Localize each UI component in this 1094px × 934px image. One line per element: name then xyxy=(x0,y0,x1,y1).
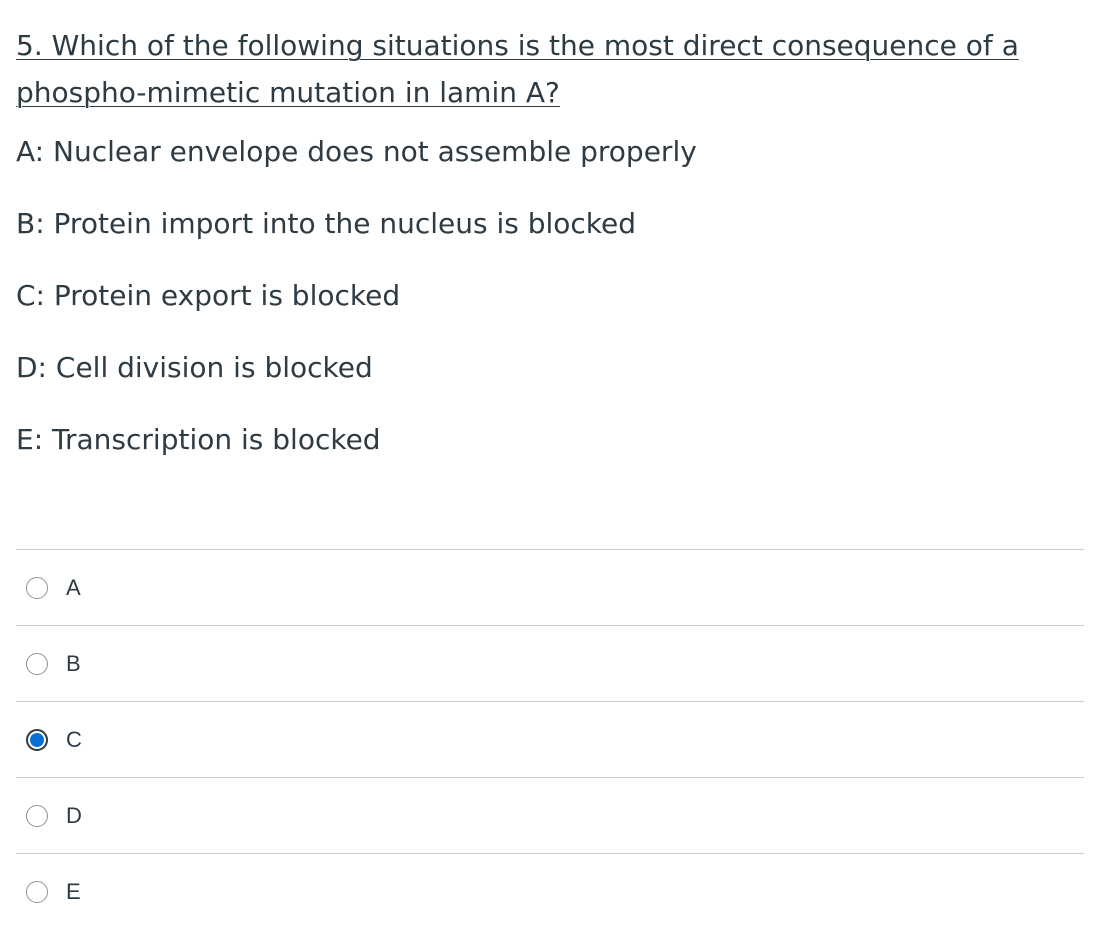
choices-description xyxy=(16,132,1084,492)
choice-text-b: B: Protein import into the nucleus is blocked xyxy=(16,207,637,240)
choice-text-d: D: Cell division is blocked xyxy=(16,351,373,384)
choice-text-a: A: Nuclear envelope does not assemble properly xyxy=(16,135,697,168)
answer-label-e: E xyxy=(66,878,81,904)
answer-option-e[interactable] xyxy=(16,854,1084,929)
answer-label-c: C xyxy=(66,726,82,752)
choice-text-e: E: Transcription is blocked xyxy=(16,423,381,456)
radio-button-d[interactable] xyxy=(26,805,48,827)
radio-button-b[interactable] xyxy=(26,653,48,675)
quiz-question xyxy=(16,22,1084,492)
radio-button-e[interactable] xyxy=(26,881,48,903)
choice-text-c: C: Protein export is blocked xyxy=(16,279,401,312)
answer-label-a: A xyxy=(66,574,81,600)
radio-button-c[interactable] xyxy=(26,729,48,751)
question-title: 5. Which of the following situations is the most direct consequence of a phospho-mimetic mutation in lamin A? xyxy=(16,29,1019,109)
answer-option-a[interactable] xyxy=(16,550,1084,626)
answer-option-d[interactable] xyxy=(16,778,1084,854)
answer-option-b[interactable] xyxy=(16,626,1084,702)
answer-label-b: B xyxy=(66,650,81,676)
answer-label-d: D xyxy=(66,802,82,828)
radio-button-a[interactable] xyxy=(26,577,48,599)
answer-option-c[interactable] xyxy=(16,702,1084,778)
answer-list xyxy=(16,549,1084,929)
